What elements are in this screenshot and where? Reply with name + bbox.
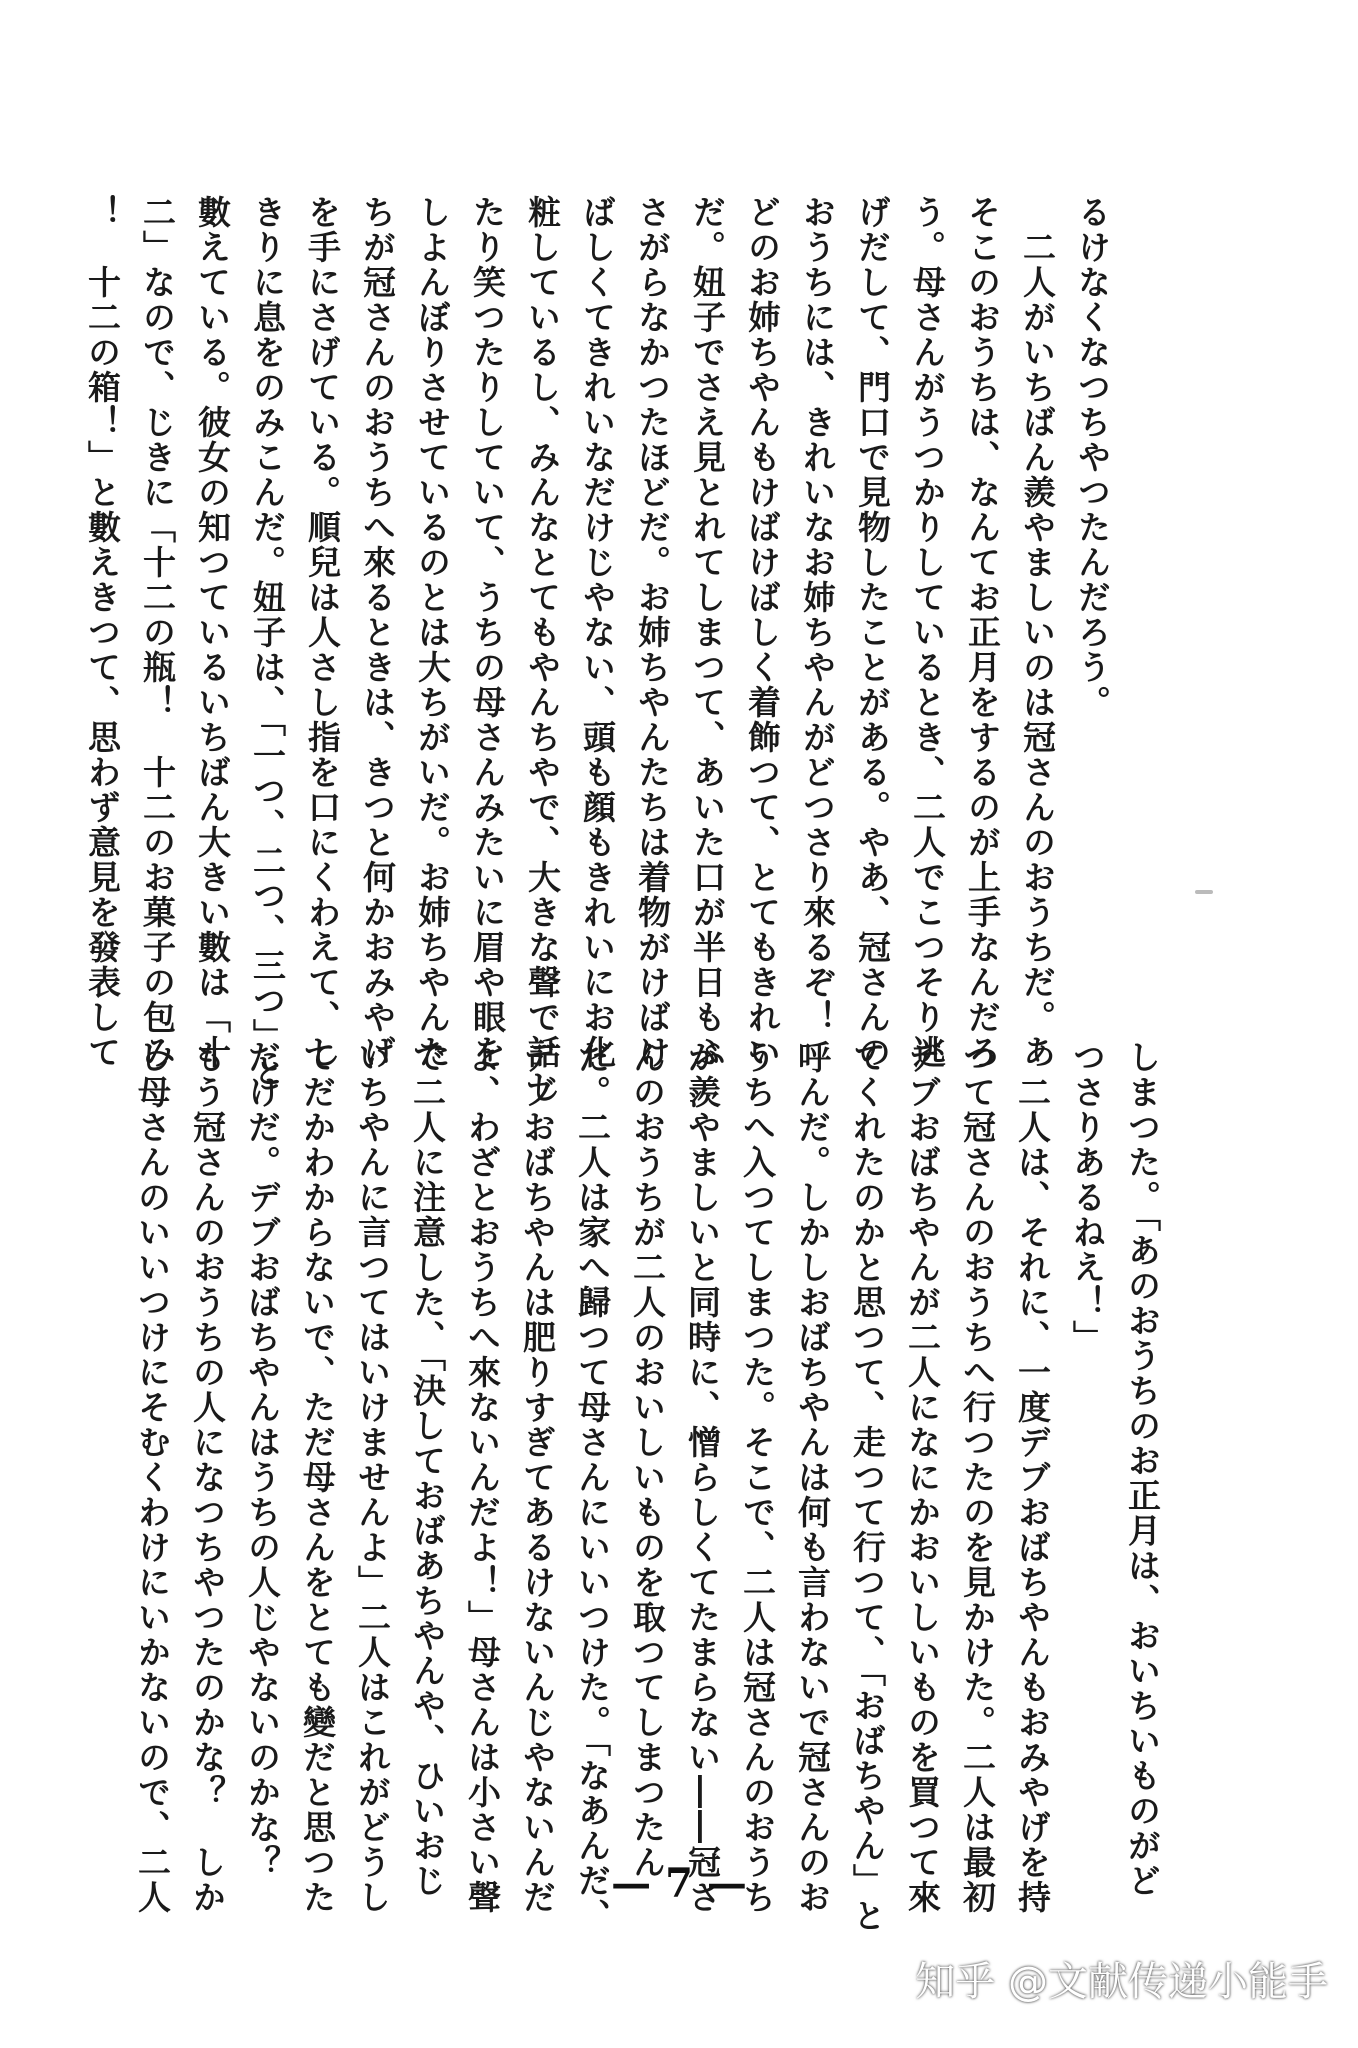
- text-column: どのお姉ちやんもけばけばしく着飾つて、とてもきれい: [743, 195, 782, 1070]
- page-number: — 7 —: [611, 1860, 747, 1907]
- text-column: げだして、門口で見物したことがある。やあ、冠さんの: [853, 195, 892, 1070]
- text-column: てだかわからないで、ただ母さんをとても變だと思つた: [298, 1040, 337, 1915]
- text-column: よ、わざとおうちへ來ないんだよ！」母さんは小さい聲: [463, 1040, 502, 1915]
- text-column: きりに息をのみこんだ。妞子は、「一つ、二つ、三つ」と: [248, 195, 287, 1089]
- text-column: 二人がいちばん羨やましいのは冠さんのおうちだ。あ: [1018, 195, 1057, 1070]
- text-column: つさりあるねえ！」: [1068, 1040, 1107, 1355]
- text-column: で二人に注意した、「決しておばあちやんや、ひいおじ: [408, 1040, 447, 1899]
- text-column: しよんぼりさせているのとは大ちがいだ。お姉ちやんた: [413, 195, 452, 1070]
- text-column: 呼んだ。しかしおばちやんは何も言わないで冠さんのお: [793, 1040, 832, 1915]
- text-column: し母さんのいいつけにそむくわけにいかないので、二人: [133, 1040, 172, 1915]
- text-column: しまつた。「あのおうちのお正月は、おいちいものがど: [1123, 1040, 1162, 1899]
- text-column: んのおうちが二人のおいしいものを取つてしまつたん: [628, 1040, 667, 1880]
- text-column: う。母さんがうつかりしているとき、二人でこつそり逃: [908, 195, 947, 1070]
- text-column: そこのおうちは、なんてお正月をするのが上手なんだろ: [963, 195, 1002, 1070]
- text-column: おうちには、きれいなお姉ちやんがどつさり來るぞ！: [798, 195, 837, 1035]
- text-column: デブおばちやんは肥りすぎてあるけないんじやないんだ: [518, 1040, 557, 1915]
- text-column: だ。二人は家へ歸つて母さんにいいつけた。「なあんだ、: [573, 1040, 612, 1934]
- text-column: 數えている。彼女の知つているいちばん大きい數は「十: [193, 195, 232, 1070]
- text-column: ばしくてきれいなだけじやない、頭も顔もきれいにお化: [578, 195, 617, 1070]
- text-column: いちやんに言つてはいけませんよ」二人はこれがどうし: [353, 1040, 392, 1915]
- watermark: 知乎 @文献传递小能手: [915, 1959, 1328, 2005]
- paper-speck: [1195, 890, 1213, 894]
- text-block-lower: [133, 1040, 1170, 1934]
- text-column: つて冠さんのおうちへ行つたのを見かけた。二人は最初: [958, 1040, 997, 1915]
- text-column: 二人は、それに、一度デブおばちやんもおみやげを持: [1013, 1040, 1052, 1915]
- text-column: が羨やましいと同時に、憎らしくてたまらない――冠さ: [683, 1040, 722, 1915]
- text-column: ！ 十二の箱！」と數えきつて、思わず意見を發表して: [83, 195, 122, 1070]
- text-column: デブおばちやんが二人になにかおいしいものを買つて來: [903, 1040, 942, 1915]
- text-column: 粧しているし、みんなとてもやんちやで、大きな聲で話し: [523, 195, 562, 1105]
- text-column: 二」なので、じきに「十二の瓶！ 十二のお菓子の包み: [138, 195, 177, 1070]
- text-column: たり笑つたりしていて、うちの母さんみたいに眉や眼を: [468, 195, 507, 1070]
- text-column: てくれたのかと思つて、走つて行つて、「おばちやん」と: [848, 1040, 887, 1934]
- text-column: だけだ。デブおばちやんはうちの人じやないのかな？: [243, 1040, 282, 1880]
- text-column: ちが冠さんのおうちへ來るときは、きつと何かおみやげ: [358, 195, 397, 1070]
- text-column: るけなくなつちやつたんだろう。: [1073, 195, 1112, 720]
- text-column: うちへ入つてしまつた。そこで、二人は冠さんのおうち: [738, 1040, 777, 1915]
- text-column: だ。妞子でさえ見とれてしまつて、あいた口が半日もふ: [688, 195, 727, 1070]
- text-column: もう冠さんのおうちの人になつちやつたのかな？ しか: [188, 1040, 227, 1915]
- text-column: を手にさげている。順兒は人さし指を口にくわえて、し: [303, 195, 342, 1070]
- text-column: さがらなかつたほどだ。お姉ちやんたちは着物がけばけ: [633, 195, 672, 1070]
- text-block-upper: [83, 195, 1120, 1105]
